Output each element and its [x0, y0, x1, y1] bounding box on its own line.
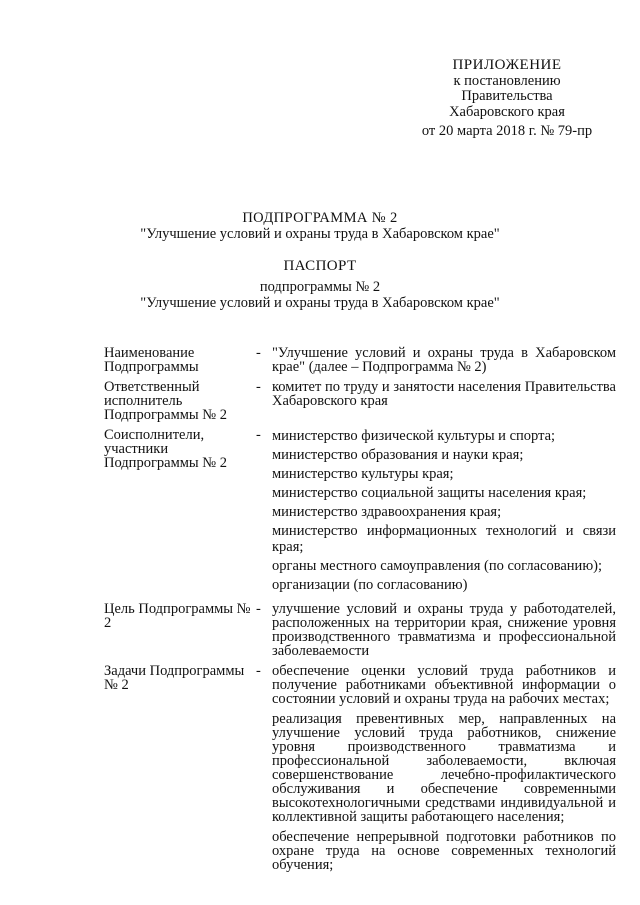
passport-subtitle: подпрограммы № 2: [259, 279, 381, 295]
row-value-item: министерство физической культуры и спорта;: [272, 428, 556, 444]
row-value-item: улучшение условий и охраны труда у работодателей, расположенных на территории края, снижение уровня производственного травматизма и профессиональной заболеваемости: [272, 601, 616, 659]
row-label: Наименование Подпрограммы: [104, 345, 199, 375]
appendix-title: ПРИЛОЖЕНИЕ: [452, 57, 562, 73]
row-label: Соисполнители, участники Подпрограммы № 2: [104, 427, 228, 471]
appendix-header: [412, 58, 602, 140]
row-label: Задачи Подпрограммы № 2: [104, 663, 245, 693]
appendix-line-2: Правительства: [461, 88, 553, 104]
row-label: Цель Подпрограммы № 2: [104, 601, 251, 631]
passport-row: [104, 346, 616, 374]
row-value-item: обеспечение непрерывной подготовки работников по охране труда на основе современных технологий обучения;: [272, 829, 616, 873]
passport-table: [104, 346, 616, 878]
row-dash: -: [256, 663, 261, 679]
row-value-item: обеспечение оценки условий труда работников и получение работниками объективной информации о состоянии условий и охраны труда на рабочих местах;: [272, 663, 616, 707]
row-value-item: министерство здравоохранения края;: [272, 504, 502, 520]
passport-name: "Улучшение условий и охраны труда в Хабаровском крае": [140, 295, 500, 311]
row-value-item: "Улучшение условий и охраны труда в Хабаровском крае" (далее – Подпрограмма № 2): [272, 345, 616, 375]
appendix-line-3: Хабаровского края: [449, 103, 565, 120]
passport-heading: [0, 258, 640, 311]
row-value-item: министерство социальной защиты населения края;: [272, 485, 587, 501]
appendix-line-1: к постановлению: [453, 72, 561, 89]
row-value-item: министерство информационных технологий и связи края;: [272, 523, 616, 555]
row-value-item: реализация превентивных мер, направленных на улучшение условий труда работников, снижение уровня производственного травматизма и профессиональной заболеваемости, включая совершенствование лечебно-профилактического обслуживания и обеспечение современными высокотехнологичными средствами индивидуальной и коллективной защиты работающего населения;: [272, 711, 616, 825]
row-values: [272, 602, 616, 658]
passport-row: [104, 602, 616, 658]
row-dash: -: [256, 345, 261, 361]
row-values: [272, 380, 616, 422]
row-label: Ответственный исполнитель Подпрограммы № 2: [104, 379, 228, 423]
row-value-item: органы местного самоуправления (по согласованию);: [272, 558, 603, 574]
appendix-date: от 20 марта 2018 г. № 79-пр: [421, 123, 593, 139]
passport-row: [104, 664, 616, 872]
row-dash: -: [256, 427, 261, 443]
passport-row: [104, 380, 616, 422]
row-values: [272, 428, 616, 596]
row-value-item: министерство образования и науки края;: [272, 447, 524, 463]
row-dash: -: [256, 601, 261, 617]
subprogram-title: ПОДПРОГРАММА № 2: [242, 210, 398, 226]
passport-row: [104, 428, 616, 596]
subprogram-name: "Улучшение условий и охраны труда в Хабаровском крае": [140, 226, 500, 242]
subprogram-heading: [0, 210, 640, 242]
row-value-item: министерство культуры края;: [272, 466, 454, 482]
row-dash: -: [256, 379, 261, 395]
row-values: [272, 664, 616, 872]
row-value-item: организации (по согласованию): [272, 577, 468, 593]
passport-title: ПАСПОРТ: [283, 258, 357, 274]
row-values: [272, 346, 616, 374]
row-value-item: комитет по труду и занятости населения Правительства Хабаровского края: [272, 379, 616, 409]
